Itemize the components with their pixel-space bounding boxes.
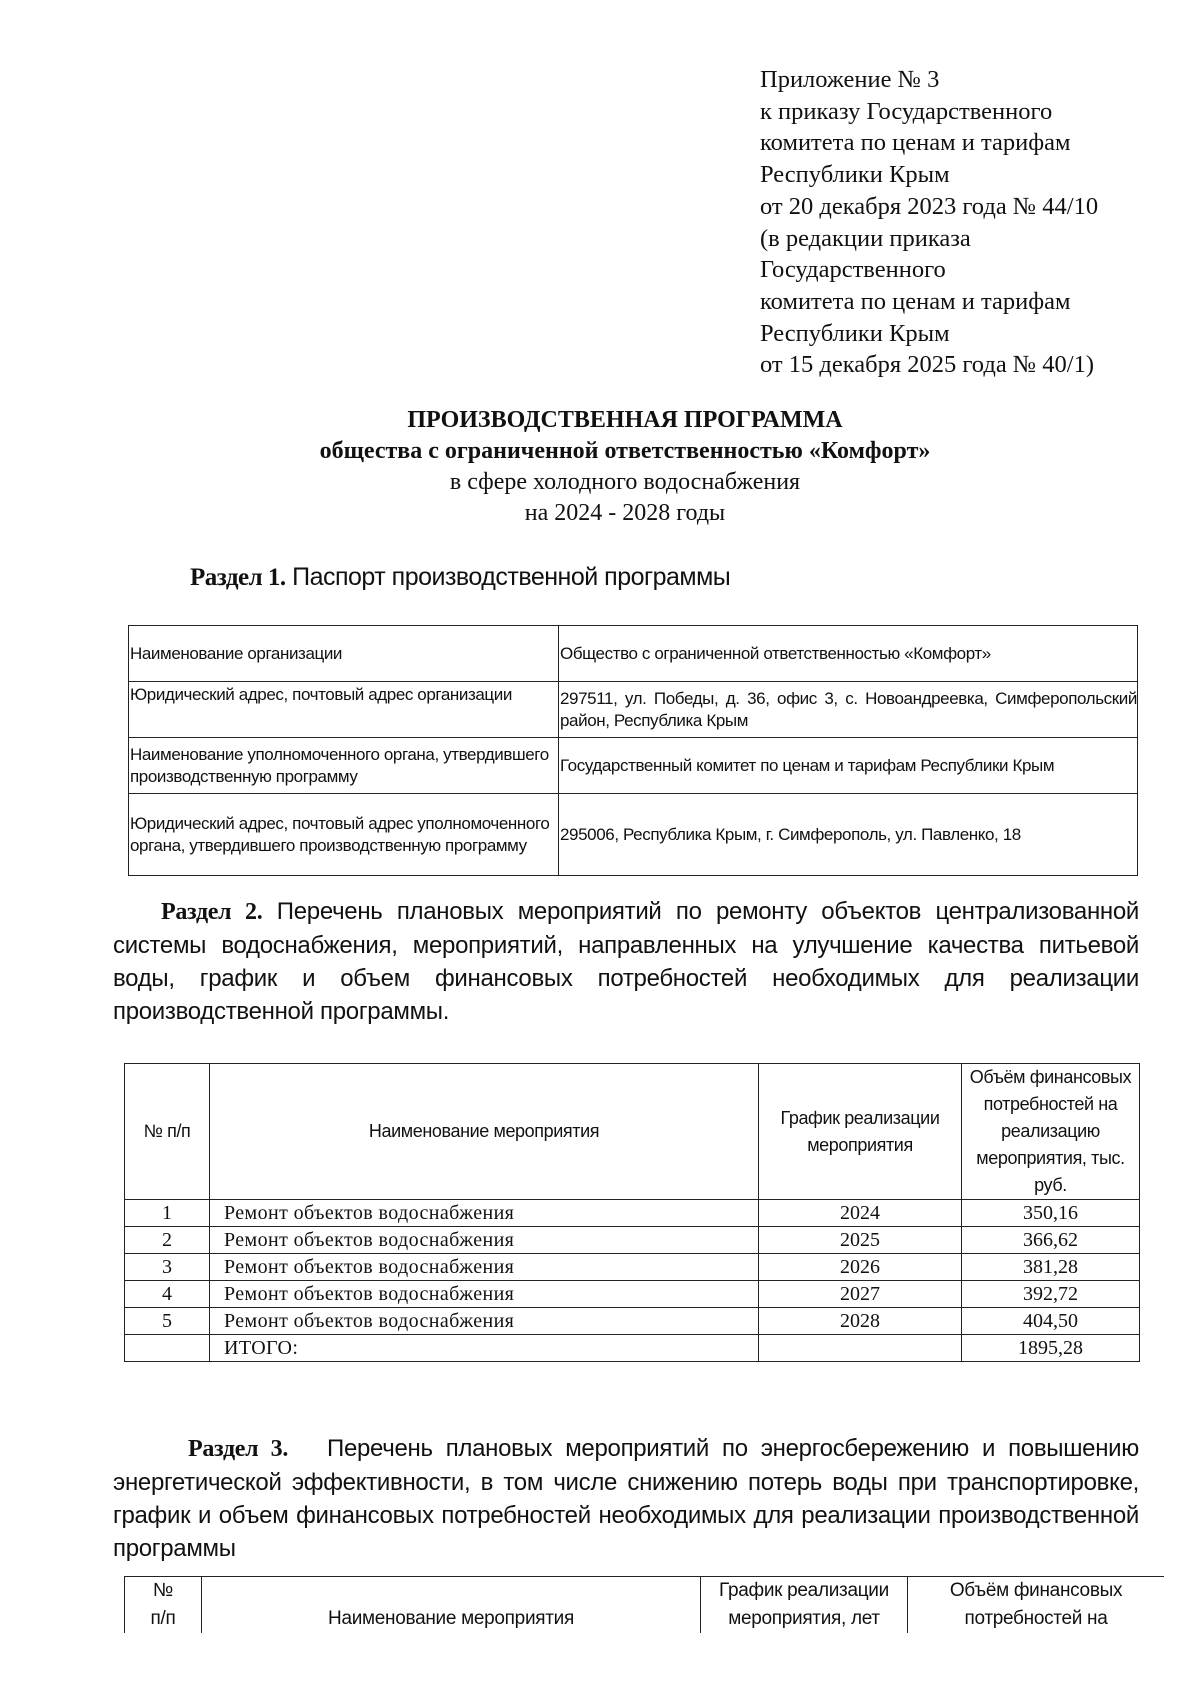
cell-name: Ремонт объектов водоснабжения xyxy=(210,1308,759,1335)
table-row xyxy=(129,626,1138,682)
section1-label: Раздел 1. xyxy=(190,564,286,591)
passport-field-value: 295006, Республика Крым, г. Симферополь, ул. Павленко, 18 xyxy=(559,794,1138,876)
title-company: общества с ограниченной ответственностью «Комфорт» xyxy=(319,438,931,464)
repair-plan-table xyxy=(124,1063,1140,1362)
title-period: на 2024 - 2028 годы xyxy=(524,500,726,526)
table-row xyxy=(129,738,1138,794)
table-header-row xyxy=(125,1577,1165,1634)
header-num-line: № xyxy=(152,1580,174,1601)
table-row xyxy=(125,1308,1140,1335)
header-schedule xyxy=(701,1577,908,1634)
appendix-line: комитета по ценам и тарифам xyxy=(760,129,1071,157)
appendix-line: Государственного xyxy=(760,256,946,284)
table-row xyxy=(125,1281,1140,1308)
cell-year: 2024 xyxy=(759,1200,962,1227)
header-cost xyxy=(908,1577,1165,1634)
appendix-line: к приказу Государственного xyxy=(760,97,1053,125)
cell-cost: 381,28 xyxy=(962,1254,1140,1281)
section1-heading xyxy=(190,563,730,592)
table-header-row xyxy=(125,1064,1140,1200)
cell-name: Ремонт объектов водоснабжения xyxy=(210,1281,759,1308)
header-cost-line: потребностей на xyxy=(964,1608,1108,1629)
cell-num-empty xyxy=(125,1335,210,1362)
header-name: Наименование мероприятия xyxy=(210,1064,759,1200)
cell-year-empty xyxy=(759,1335,962,1362)
cell-name: Ремонт объектов водоснабжения xyxy=(210,1254,759,1281)
table-row xyxy=(125,1200,1140,1227)
appendix-line: Приложение № 3 xyxy=(760,66,940,93)
cell-year: 2026 xyxy=(759,1254,962,1281)
cell-year: 2025 xyxy=(759,1227,962,1254)
appendix-line: Республики Крым xyxy=(760,319,950,347)
appendix-line: комитета по ценам и тарифам xyxy=(760,287,1071,315)
table-row xyxy=(125,1254,1140,1281)
section3-paragraph xyxy=(113,1432,1139,1565)
section3-text: Перечень плановых мероприятий по энергосбережению и повышению энергетической эффективности, в том числе снижению потерь воды при транспортировке, график и объем финансовых потребностей необходимых для реализации производственной программы xyxy=(113,1435,1139,1562)
header-cost-line: Объём финансовых xyxy=(949,1580,1123,1601)
header-num xyxy=(125,1577,202,1634)
cell-num: 4 xyxy=(125,1281,210,1308)
total-label: ИТОГО: xyxy=(210,1335,759,1362)
appendix-header xyxy=(760,64,1180,381)
table-total-row xyxy=(125,1335,1140,1362)
section2-paragraph xyxy=(113,895,1139,1028)
section2-label: Раздел 2. xyxy=(161,899,263,925)
energy-plan-table xyxy=(124,1576,1164,1633)
cell-cost: 392,72 xyxy=(962,1281,1140,1308)
table-row xyxy=(129,682,1138,738)
passport-field-value: 297511, ул. Победы, д. 36, офис 3, с. Новоандреевка, Симферопольский район, Республика Крым xyxy=(559,682,1138,738)
passport-field-value: Государственный комитет по ценам и тарифам Республики Крым xyxy=(559,738,1138,794)
cell-num: 5 xyxy=(125,1308,210,1335)
appendix-line: Республики Крым xyxy=(760,161,950,189)
title-program: ПРОИЗВОДСТВЕННАЯ ПРОГРАММА xyxy=(407,407,843,433)
cell-name: Ремонт объектов водоснабжения xyxy=(210,1200,759,1227)
appendix-line: от 20 декабря 2023 года № 44/10 xyxy=(760,192,1099,220)
cell-num: 3 xyxy=(125,1254,210,1281)
appendix-line: (в редакции приказа xyxy=(760,224,971,252)
total-value: 1895,28 xyxy=(962,1335,1140,1362)
section3-label: Раздел 3. xyxy=(188,1436,289,1462)
header-schedule-line: График реализации xyxy=(719,1580,889,1601)
cell-cost: 366,62 xyxy=(962,1227,1140,1254)
table-row xyxy=(129,794,1138,876)
document-title xyxy=(130,405,1120,529)
header-schedule-line: мероприятия, лет xyxy=(728,1608,880,1629)
cell-year: 2027 xyxy=(759,1281,962,1308)
cell-cost: 350,16 xyxy=(962,1200,1140,1227)
cell-num: 1 xyxy=(125,1200,210,1227)
header-schedule: График реализации мероприятия xyxy=(759,1064,962,1200)
passport-field-name: Наименование организации xyxy=(129,626,559,682)
table-row xyxy=(125,1227,1140,1254)
header-name: Наименование мероприятия xyxy=(202,1577,701,1634)
passport-field-name: Юридический адрес, почтовый адрес уполномоченного органа, утвердившего производственную программу xyxy=(129,794,559,876)
passport-field-name: Юридический адрес, почтовый адрес организации xyxy=(129,682,559,738)
passport-field-value: Общество с ограниченной ответственностью «Комфорт» xyxy=(559,626,1138,682)
header-cost: Объём финансовых потребностей на реализацию мероприятия, тыс. руб. xyxy=(962,1064,1140,1200)
appendix-line: от 15 декабря 2025 года № 40/1) xyxy=(760,351,1095,379)
header-num: № п/п xyxy=(125,1064,210,1200)
cell-name: Ремонт объектов водоснабжения xyxy=(210,1227,759,1254)
passport-table xyxy=(128,625,1138,876)
title-sphere: в сфере холодного водоснабжения xyxy=(449,469,801,495)
section1-text: Паспорт производственной программы xyxy=(292,563,731,591)
cell-num: 2 xyxy=(125,1227,210,1254)
passport-field-name: Наименование уполномоченного органа, утвердившего производственную программу xyxy=(129,738,559,794)
cell-year: 2028 xyxy=(759,1308,962,1335)
cell-cost: 404,50 xyxy=(962,1308,1140,1335)
header-num-line: п/п xyxy=(150,1608,176,1629)
section2-text: Перечень плановых мероприятий по ремонту объектов централизованной системы водоснабжения, мероприятий, направленных на улучшение качества питьевой воды, график и объем финансовых потребностей необходимых для реализации производственной программы. xyxy=(113,898,1140,1025)
